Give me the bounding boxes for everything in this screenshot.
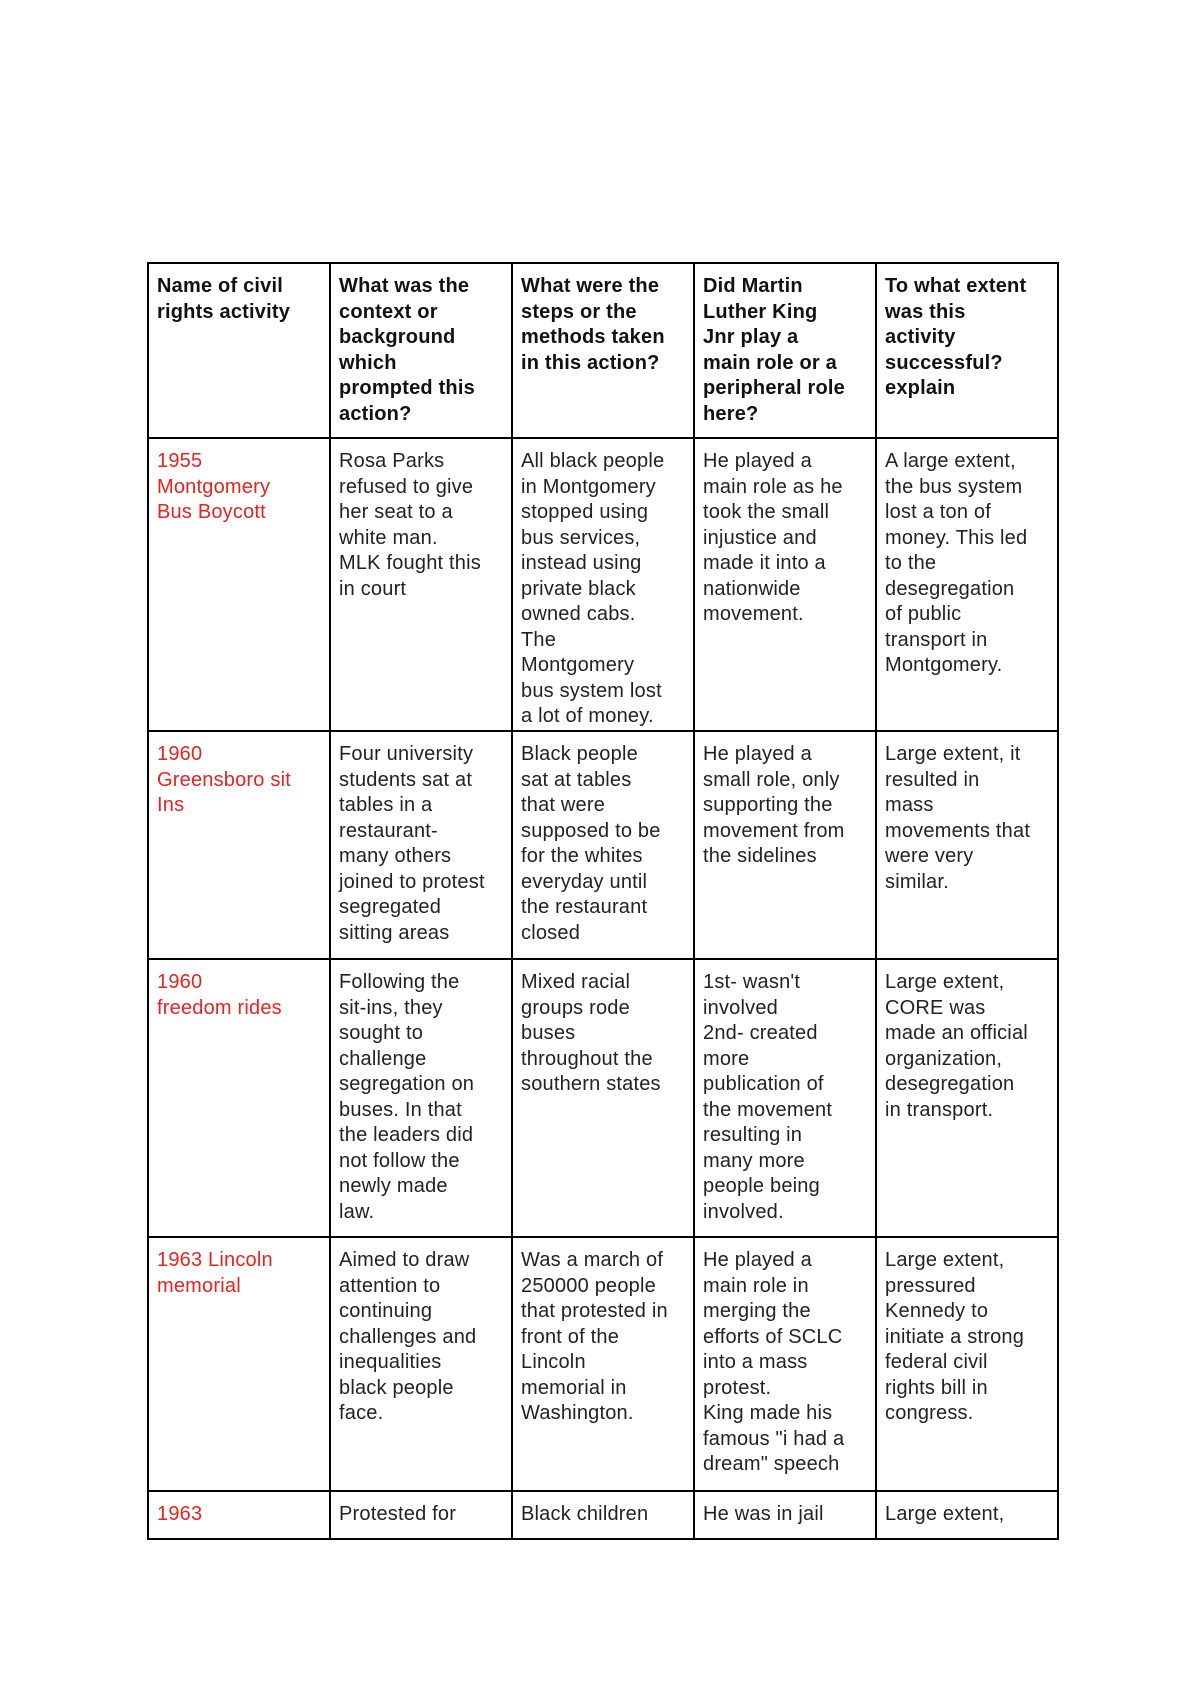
- success-cell: Large extent, pressured Kennedy to initiate a strong federal civil rights bill in congress.: [876, 1237, 1058, 1491]
- mlk-role-cell: He played a main role as he took the small injustice and made it into a nationwide movement.: [694, 438, 876, 731]
- success-cell: Large extent, it resulted in mass movements that were very similar.: [876, 731, 1058, 959]
- header-success: To what extent was this activity successful? explain: [876, 263, 1058, 438]
- civil-rights-table: [147, 262, 1059, 1540]
- success-cell: Large extent,: [876, 1491, 1058, 1539]
- context-cell: Four university students sat at tables in a restaurant- many others joined to protest segregated sitting areas: [330, 731, 512, 959]
- methods-cell: Black children: [512, 1491, 694, 1539]
- mlk-role-cell: 1st- wasn't involved 2nd- created more publication of the movement resulting in many more people being involved.: [694, 959, 876, 1237]
- context-cell: Rosa Parks refused to give her seat to a white man. MLK fought this in court: [330, 438, 512, 731]
- activity-name: 1963 Lincoln memorial: [157, 1249, 273, 1297]
- mlk-role-cell: He was in jail: [694, 1491, 876, 1539]
- activity-name-cell: [148, 1237, 330, 1491]
- mlk-role-cell: He played a main role in merging the efforts of SCLC into a mass protest. King made his famous "i had a dream" speech: [694, 1237, 876, 1491]
- header-context: What was the context or background which prompted this action?: [330, 263, 512, 438]
- table-row: [148, 438, 1058, 731]
- methods-cell: Mixed racial groups rode buses throughout the southern states: [512, 959, 694, 1237]
- context-cell: Following the sit-ins, they sought to challenge segregation on buses. In that the leaders did not follow the newly made law.: [330, 959, 512, 1237]
- table-row: [148, 731, 1058, 959]
- methods-cell: Black people sat at tables that were supposed to be for the whites everyday until the restaurant closed: [512, 731, 694, 959]
- table-row: [148, 1237, 1058, 1491]
- mlk-role-cell: He played a small role, only supporting the movement from the sidelines: [694, 731, 876, 959]
- activity-name: 1960 Greensboro sit Ins: [157, 743, 291, 816]
- activity-name-cell: [148, 959, 330, 1237]
- activity-name-cell: [148, 438, 330, 731]
- context-cell: Protested for: [330, 1491, 512, 1539]
- success-cell: Large extent, CORE was made an official organization, desegregation in transport.: [876, 959, 1058, 1237]
- table-row: [148, 1491, 1058, 1539]
- header-mlk-role: Did Martin Luther King Jnr play a main role or a peripheral role here?: [694, 263, 876, 438]
- methods-cell: Was a march of 250000 people that protested in front of the Lincoln memorial in Washington.: [512, 1237, 694, 1491]
- table-row: [148, 959, 1058, 1237]
- activity-name-cell: [148, 1491, 330, 1539]
- context-cell: Aimed to draw attention to continuing challenges and inequalities black people face.: [330, 1237, 512, 1491]
- header-activity-name: Name of civil rights activity: [148, 263, 330, 438]
- table-header-row: [148, 263, 1058, 438]
- methods-cell: All black people in Montgomery stopped using bus services, instead using private black owned cabs. The Montgomery bus system lost a lot of money.: [512, 438, 694, 731]
- activity-name-cell: [148, 731, 330, 959]
- success-cell: A large extent, the bus system lost a ton of money. This led to the desegregation of public transport in Montgomery.: [876, 438, 1058, 731]
- header-methods: What were the steps or the methods taken in this action?: [512, 263, 694, 438]
- activity-name: 1960 freedom rides: [157, 971, 282, 1019]
- activity-name: 1955 Montgomery Bus Boycott: [157, 450, 271, 523]
- activity-name: 1963: [157, 1503, 203, 1525]
